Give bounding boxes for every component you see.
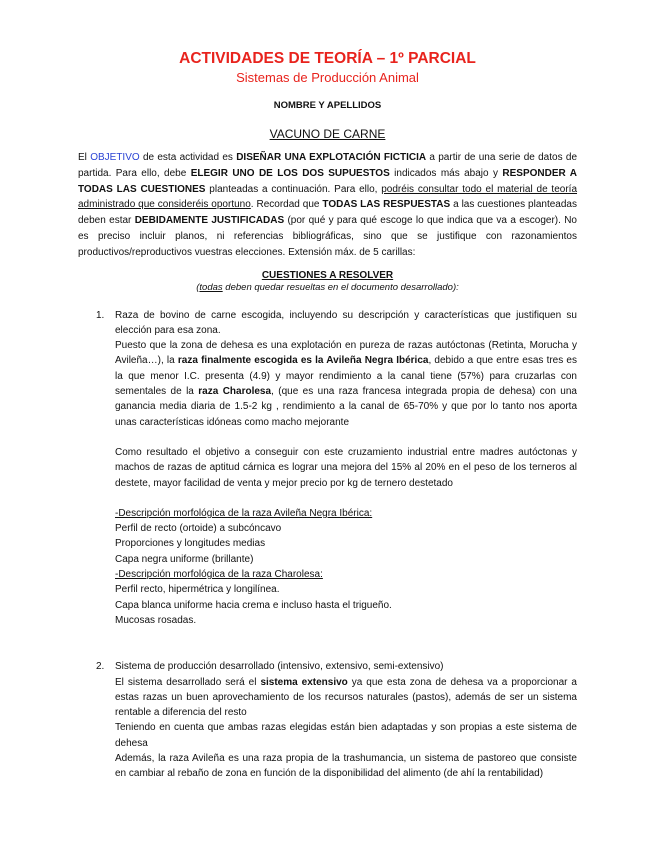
note-all: todas [199,281,223,293]
question-2 [78,659,577,781]
intro-text: de esta actividad es [139,152,237,163]
question-prompt: Raza de bovino de carne escogida, incluyendo su descripción y características que justifiquen su elección para esa zona. [115,309,577,336]
intro-text: a las cuestiones planteadas deben estar [78,199,577,227]
document-subtitle: Sistemas de Producción Animal [236,70,419,85]
intro-text: planteadas a continuación. Para ello, [205,183,382,195]
questions-note [78,282,577,294]
note-text: deben quedar resueltas en el documento desarrollado): [222,281,459,293]
description-line: Capa blanca uniforme hacia crema e incluso hasta el trigueño. [115,599,392,611]
objective-keyword: OBJETIVO [90,152,140,163]
note-text: ( [196,281,200,293]
description-line: Capa negra uniforme (brillante) [115,553,254,565]
name-label: NOMBRE Y APELLIDOS [273,100,382,111]
intro-text: (por qué y para qué escoge lo que indica que va a escoger). No es preciso incluir planos, ni referencias bibliográficas, sino que se justifique con razonamientos productivos/reproductivos vuestras elecciones. Extensión máx. de 5 carillas: [78,215,577,258]
system-choice: sistema extensivo [260,676,348,688]
description-title: -Descripción morfológica de la raza Avileña Negra Ibérica: [115,507,373,519]
question-number: 2. [96,661,105,673]
answer-text: ya que esta zona de dehesa va a proporcionar a estas razas un buen aprovechamiento de los recursos naturales (pastos), además de ser un sistema rentable a diferencia del resto [115,676,577,719]
intro-paragraph [78,150,577,261]
description-line: Perfil de recto (ortoide) a subcóncavo [115,523,282,535]
breed-choice: raza finalmente escogida es la Avileña Negra Ibérica [177,355,429,367]
question-1 [78,308,577,629]
answer-text: El sistema desarrollado será el [115,676,261,688]
justified-keyword: DEBIDAMENTE JUSTIFICADAS [134,215,285,227]
document-title: ACTIVIDADES DE TEORÍA – 1º PARCIAL [179,50,476,67]
question-number: 1. [96,309,105,321]
intro-text: a partir de una serie de datos de partida. Para ello, debe [78,152,578,179]
answer-text: Puesto que la zona de dehesa es una explotación en pureza de razas autóctonas (Retinta, Morucha y Avileña…), la [115,340,577,367]
answer-paragraph: Como resultado el objetivo a conseguir con este cruzamiento industrial entre madres autóctonas y machos de razas de aptitud cárnica es lograr una mejora del 15% al 20% en el peso de los terneros al destete, mayor facilidad de venta y mejor precio por kg de ternero destetado [115,446,577,489]
section-title: VACUNO DE CARNE [269,127,386,141]
all-answers-keyword: TODAS LAS RESPUESTAS [322,199,451,211]
question-prompt: Sistema de producción desarrollado (intensivo, extensivo, semi-extensivo) [115,661,444,673]
description-line: Perfil recto, hipermétrica y longilínea. [115,584,280,596]
answer-text: , (que es una raza francesa integrada propia de dehesa) con una ganancia media diaria de 1.5-2 kg , rendimiento a la canal de 65-70% y que por lo tanto nos aporta unas características idóneas como macho mejorante [115,386,577,428]
answer-paragraph [115,675,577,721]
answer-paragraph: Además, la raza Avileña es una raza propia de la trashumancia, un sistema de pastoreo que consiste en cambiar al rebaño de zona en función de la disponibilidad del alimento (de ahí la rentabilidad) [115,753,577,780]
questions-title: CUESTIONES A RESOLVER [261,269,394,281]
sire-breed: raza Charolesa [198,386,272,398]
answer-text: , debido a que entre esas tres es la que menor I.C. presenta (4.9) y mayor rendimiento a la canal tiene (57%) para cruzarlas con sementales de la [115,355,577,398]
answer-paragraph [115,338,577,430]
consult-note: podréis consultar todo el material de teoría administrado que consideréis oportuno [78,183,578,211]
design-keyword: DISEÑAR UNA EXPLOTACIÓN FICTICIA [236,152,427,163]
choose-keyword: ELEGIR UNO DE LOS DOS SUPUESTOS [190,167,390,179]
intro-text: . Recordad que [250,199,323,211]
intro-text: indicados más abajo y [389,167,503,179]
respond-keyword: RESPONDER A TODAS LAS CUESTIONES [78,167,577,195]
intro-text: El [78,152,91,163]
description-line: Proporciones y longitudes medias [115,538,266,550]
answer-paragraph: Teniendo en cuenta que ambas razas elegidas están bien adaptadas y son propias a este sistema de dehesa [115,722,577,749]
description-line: Mucosas rosadas. [115,614,197,626]
description-title: -Descripción morfológica de la raza Charolesa: [115,569,323,581]
